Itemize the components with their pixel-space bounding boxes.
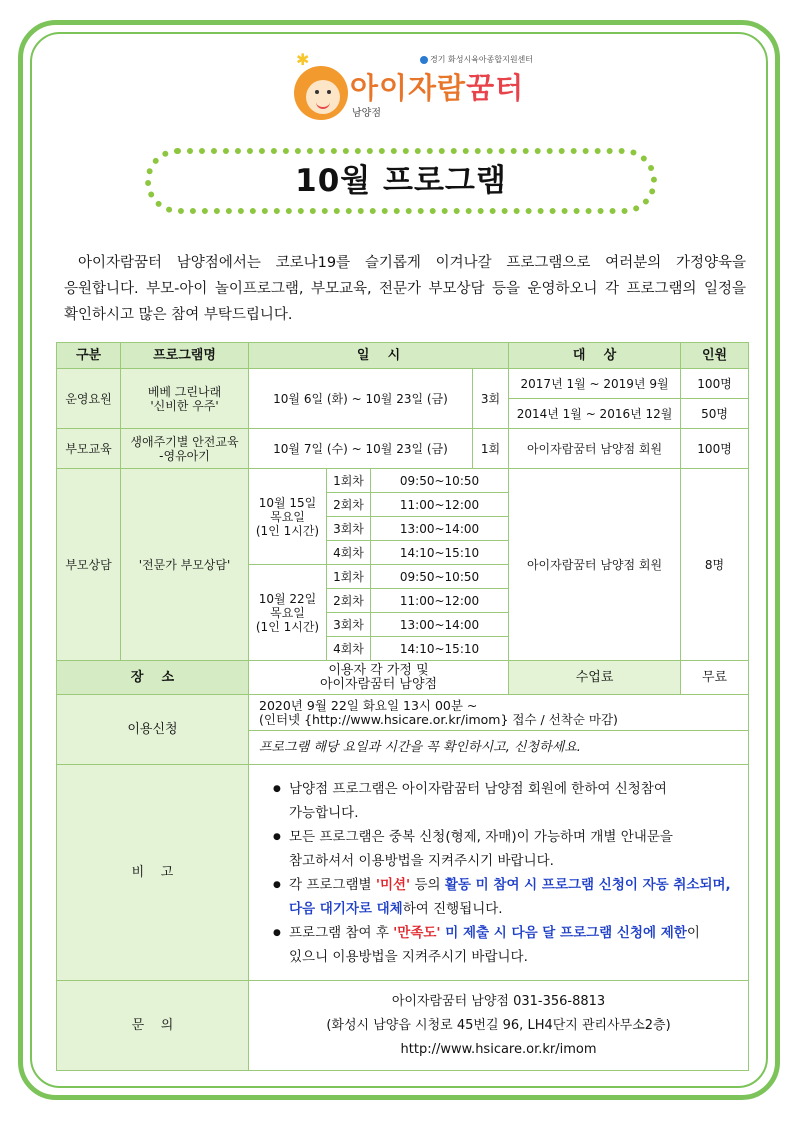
table-row xyxy=(57,765,749,981)
header-target: 대 상 xyxy=(509,343,681,369)
apply-label: 이용신청 xyxy=(57,695,249,765)
header-schedule: 일 시 xyxy=(249,343,509,369)
table-row xyxy=(57,695,749,731)
dates-operation: 10월 6일 (화) ~ 10월 23일 (금) xyxy=(249,369,473,429)
table-row xyxy=(57,981,749,1071)
target-parent-edu: 아이자람꿈터 남양점 회원 xyxy=(509,429,681,469)
session-no: 4회차 xyxy=(327,637,371,661)
session-no: 2회차 xyxy=(327,493,371,517)
place-label: 장 소 xyxy=(57,661,249,695)
capacity-operation-1: 100명 xyxy=(681,369,749,399)
program-schedule-table xyxy=(56,342,749,1071)
program-counseling: '전문가 부모상담' xyxy=(121,469,249,661)
list-item: ● 프로그램 참여 후 '만족도' 미 제출 시 다음 달 프로그램 신청에 제한이 있으니 이용방법을 지켜주시기 바랍니다. xyxy=(273,921,732,969)
logo-branch: 남양점 xyxy=(352,108,381,119)
session-no: 3회차 xyxy=(327,517,371,541)
session-time: 09:50~10:50 xyxy=(371,469,509,493)
contact-url[interactable]: http://www.hsicare.or.kr/imom xyxy=(400,1041,597,1057)
header-capacity: 인원 xyxy=(681,343,749,369)
place-value: 이용자 각 가정 및 아이자람꿈터 남양점 xyxy=(249,661,509,695)
capacity-parent-edu: 100명 xyxy=(681,429,749,469)
header-program: 프로그램명 xyxy=(121,343,249,369)
remarks-list xyxy=(251,777,746,969)
contact-phone: 아이자람꿈터 남양점 031-356-8813 xyxy=(391,993,606,1009)
list-item: ● 모든 프로그램은 중복 신청(형제, 자매)이 가능하며 개별 안내문을 참고하셔서 이용방법을 지켜주시기 바랍니다. xyxy=(273,825,732,873)
session-time: 11:00~12:00 xyxy=(371,493,509,517)
session-no: 1회차 xyxy=(327,469,371,493)
target-operation-2: 2014년 1월 ~ 2016년 12월 xyxy=(509,399,681,429)
session-time: 13:00~14:00 xyxy=(371,613,509,637)
table-row xyxy=(57,661,749,695)
logo-name: 아이자람꿈터 xyxy=(350,71,525,105)
session-no: 4회차 xyxy=(327,541,371,565)
remarks-content xyxy=(249,765,749,981)
session-no: 1회차 xyxy=(327,565,371,589)
program-operation: 베베 그린나래 '신비한 우주' xyxy=(121,369,249,429)
org-name: 경기 화성시육아종합지원센터 xyxy=(420,54,533,65)
table-row xyxy=(57,369,749,399)
table-header-row xyxy=(57,343,749,369)
target-operation-1: 2017년 1월 ~ 2019년 9월 xyxy=(509,369,681,399)
apply-emphasis: 프로그램 해당 요일과 시간을 꼭 확인하시고, 신청하세요. xyxy=(249,731,749,765)
table-row xyxy=(57,429,749,469)
count-operation: 3회 xyxy=(473,369,509,429)
contact-address: (화성시 남양읍 시청로 45번길 96, LH4단지 관리사무소2층) xyxy=(326,1017,671,1033)
counseling-day-2: 10월 22일 목요일 (1인 1시간) xyxy=(249,565,327,661)
contact-label: 문 의 xyxy=(57,981,249,1071)
table-row xyxy=(57,469,749,493)
contact-info xyxy=(249,981,749,1071)
header-category: 구분 xyxy=(57,343,121,369)
session-no: 3회차 xyxy=(327,613,371,637)
page-title: 10월 프로그램 xyxy=(295,163,507,199)
session-no: 2회차 xyxy=(327,589,371,613)
capacity-operation-2: 50명 xyxy=(681,399,749,429)
center-logo xyxy=(292,44,532,124)
session-time: 11:00~12:00 xyxy=(371,589,509,613)
fee-value: 무료 xyxy=(681,661,749,695)
child-face-icon xyxy=(294,66,348,120)
session-time: 14:10~15:10 xyxy=(371,637,509,661)
session-time: 14:10~15:10 xyxy=(371,541,509,565)
target-counseling: 아이자람꿈터 남양점 회원 xyxy=(509,469,681,661)
dates-parent-edu: 10월 7일 (수) ~ 10월 23일 (금) xyxy=(249,429,473,469)
category-operation: 운영요원 xyxy=(57,369,121,429)
program-parent-edu: 생애주기별 안전교육 -영유아기 xyxy=(121,429,249,469)
category-parent-edu: 부모교육 xyxy=(57,429,121,469)
category-counseling: 부모상담 xyxy=(57,469,121,661)
count-parent-edu: 1회 xyxy=(473,429,509,469)
list-item: ● 각 프로그램별 '미션' 등의 활동 미 참여 시 프로그램 신청이 자동 취소되며, 다음 대기자로 대체하여 진행됩니다. xyxy=(273,873,732,921)
star-icon: ✱ xyxy=(296,50,310,69)
apply-period: 2020년 9월 22일 화요일 13시 00분 ~ (인터넷 {http://www.hsicare.or.kr/imom} 접수 / 선착순 마감) xyxy=(249,695,749,731)
list-item: ● 남양점 프로그램은 아이자람꿈터 남양점 회원에 한하여 신청참여 가능합니다. xyxy=(273,777,732,825)
session-time: 13:00~14:00 xyxy=(371,517,509,541)
capacity-counseling: 8명 xyxy=(681,469,749,661)
intro-paragraph: 아이자람꿈터 남양점에서는 코로나19를 슬기롭게 이겨나갈 프로그램으로 여러분의 가정양육을 응원합니다. 부모-아이 놀이프로그램, 부모교육, 전문가 부모상담 등을 운영하오니 각 프로그램의 일정을 확인하시고 많은 참여 부탁드립니다. xyxy=(64,255,746,323)
session-time: 09:50~10:50 xyxy=(371,565,509,589)
counseling-day-1: 10월 15일 목요일 (1인 1시간) xyxy=(249,469,327,565)
org-logo-icon xyxy=(420,56,428,64)
fee-label: 수업료 xyxy=(509,661,681,695)
remarks-label: 비 고 xyxy=(57,765,249,981)
